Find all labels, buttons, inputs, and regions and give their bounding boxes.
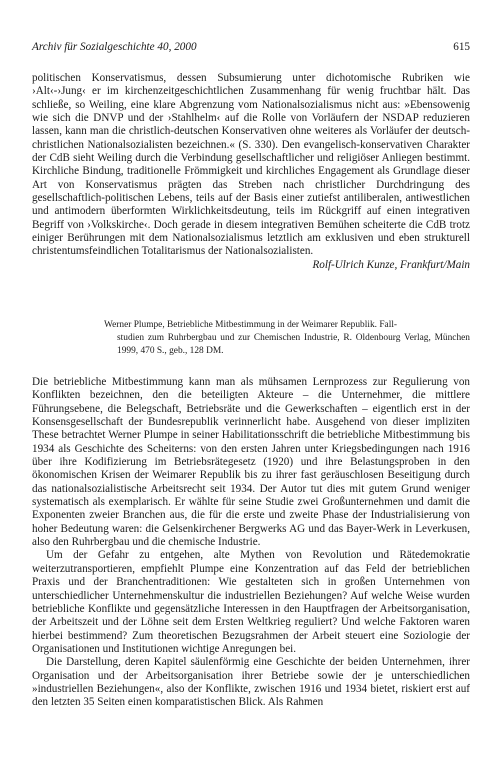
review-paragraph-1: Die betriebliche Mitbestimmung kann man als mühsamen Lernprozess zur Regulierung von Konflikten bezeichnen, den die beteiligten Akteure – die Unternehmer, die mittlere Führungsebene, die Belegschaft, Betriebsräte und die Gewerkschaften – eigentlich erst in der Konsensgesellschaft der Bundesrepublik verinnerlicht habe. Ausgehend von dieser impliziten These betrachtet Werner Plumpe in seiner Habilitationsschrift die betriebliche Mitbestimmung bis 1934 als Geschichte des Scheiterns: von den ersten Jahren unter Kriegsbedingungen nach 1916 über ihre Kodifizierung im Betriebsrätegesetz (1920) und ihre Belastungsproben in den ökonomischen Krisen der Weimarer Republik bis zu ihrer fast geräuschlosen Beseitigung durch das nationalsozialistische Arbeitsrecht seit 1934. Der Autor tut dies mit gutem Grund weniger systematisch als exemplarisch. Er wählte für seine Studie zwei Großunternehmen und damit die Exponenten zweier Branchen aus, die für die erste und zweite Phase der Industrialisierung von hoher Bedeutung waren: die Gelsenkirchener Bergwerks AG und das Bayer-Werk in Leverkusen, also den Ruhrbergbau und die chemische Industrie. <box>32 376 470 549</box>
citation-continuation: studien zum Ruhrbergbau und zur Chemischen Industrie, R. Oldenbourg Verlag, München 1999, 470 S., geb., 128 DM. <box>117 332 470 356</box>
page-number: 615 <box>453 41 470 53</box>
citation-first-line: Werner Plumpe, Betriebliche Mitbestimmung in der Weimarer Republik. Fall- <box>104 320 398 330</box>
book-citation <box>104 319 470 357</box>
review-paragraph-2: Um der Gefahr zu entgehen, alte Mythen von Revolution und Rätedemokratie weiterzutransportieren, empfiehlt Plumpe eine Konzentration auf das Feld der betrieblichen Praxis und der Branchentraditionen: Wie gestalteten sich in großen Unternehmen von unterschiedlicher Unternehmenskultur die industriellen Beziehungen? Auf welche Weise wurden betriebliche Konflikte und gegensätzliche Interessen in den Hauptfragen der Arbeitsorganisation, der Arbeitszeit und der Löhne seit dem Ersten Weltkrieg reguliert? Und welche Faktoren waren hierbei bestimmend? Zum theoretischen Bezugsrahmen der Arbeit steuert eine Soziologie der Organisationen und Institutionen wichtige Anregungen bei. <box>32 549 470 655</box>
review-paragraph: politischen Konservatismus, dessen Subsumierung unter dichotomische Rubriken wie ›Alt‹-›Jung‹ er im kirchenzeitgeschichtlichen Zusammenhang für wenig fruchtbar hält. Das schließe, so Weiling, eine klare Abgrenzung vom Nationalsozialismus nicht aus: »Ebensowenig wie sich die DNVP und der ›Stahlhelm‹ auf die Rolle von Vorläufern der NSDAP reduzieren lassen, kann man die christlich-deutschen Konservativen ohne weiteres als Vorläufer der deutsch-christlichen Nationalsozialisten bezeichnen.« (S. 330). Den evangelisch-konservativen Charakter der CdB sieht Weiling durch die Verbindung gesellschaftlicher und religiöser Anliegen bestimmt. Kirchliche Bindung, traditionelle Frömmigkeit und kirchliches Engagement als Grundlage dieser Art von Konservatismus prägten das Streben nach christlicher Durchdringung des gesellschaftlich-politischen Lebens, teils auf der Basis einer zutiefst antiliberalen, antiwestlichen und antimodern überformten Wirklichkeitsdeutung, teils im Rückgriff auf einen integrativen Begriff von ›Volkskirche‹. Doch gerade in diesem integrativen Bemühen scheiterte die CdB trotz einiger Berührungen mit dem Nationalsozialismus letztlich am exklusiven und eben strukturell christentumsfeindlichen Totalitarismus der Nationalsozialisten. <box>32 72 470 258</box>
running-head <box>32 40 470 54</box>
review-paragraph-3: Die Darstellung, deren Kapitel säulenförmig eine Geschichte der beiden Unternehmen, ihrer Organisation und der Arbeitsorganisation ihrer Betriebe sowie der je unterschiedlichen »industriellen Beziehungen«, also der Konflikte, zwischen 1916 und 1934 bietet, riskiert erst auf den letzten 35 Seiten einen komparatistischen Blick. Als Rahmen <box>32 656 470 709</box>
journal-title: Archiv für Sozialgeschichte 40, 2000 <box>32 41 197 53</box>
review-continuation <box>32 72 470 272</box>
review-body <box>32 376 470 710</box>
reviewer-signature: Rolf-Ulrich Kunze, Frankfurt/Main <box>312 258 470 271</box>
